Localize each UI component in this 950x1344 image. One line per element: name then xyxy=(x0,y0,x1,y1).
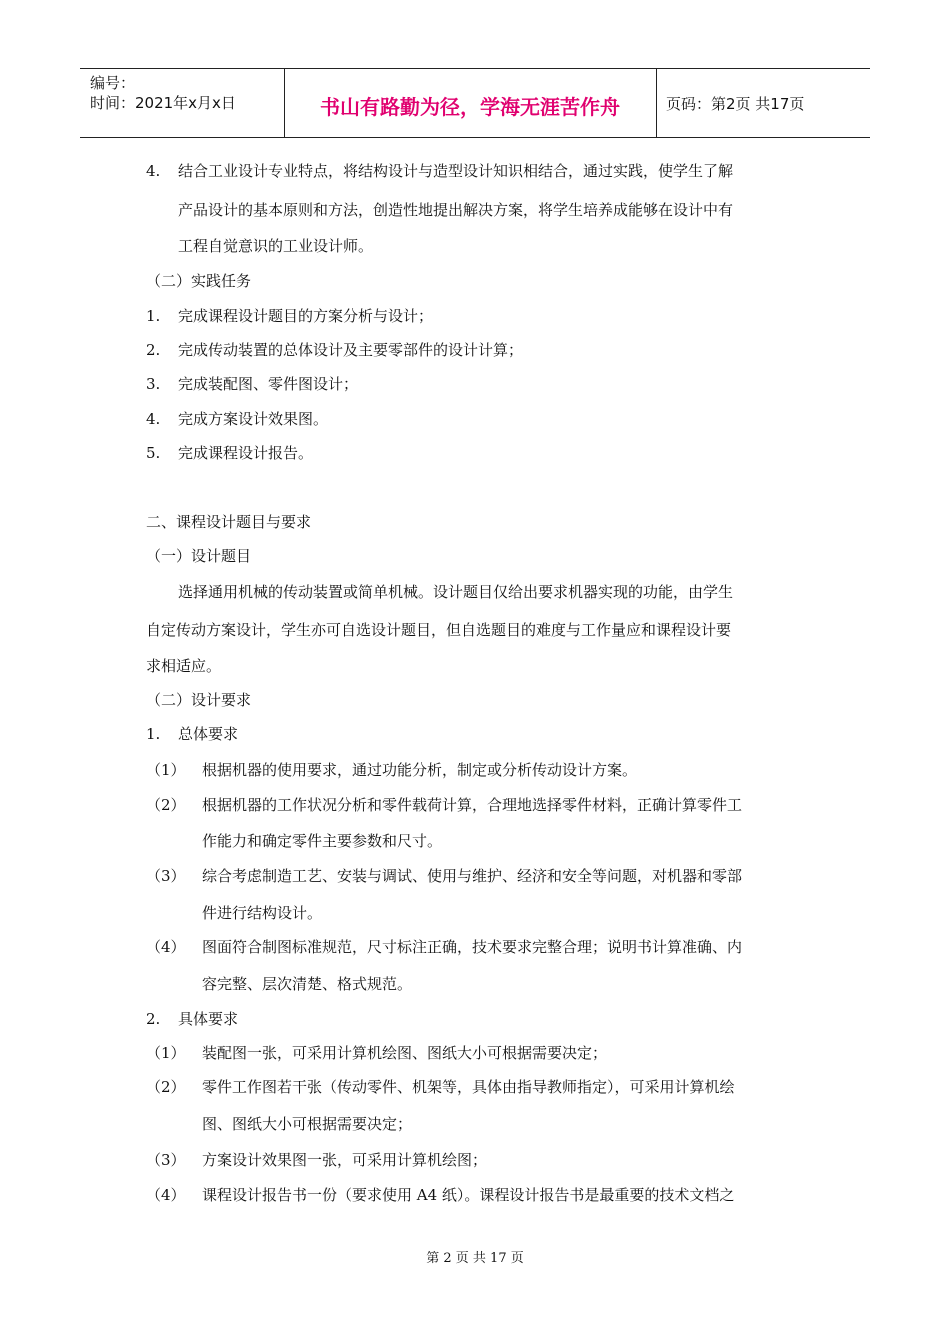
motto: 书山有路勤为径，学海无涯苦作舟 xyxy=(320,95,620,119)
list-number: （3） xyxy=(146,867,186,885)
page-info: 页码：第2页 共17页 xyxy=(666,95,805,113)
paragraph-line: 选择通用机械的传动装置或简单机械。设计题目仅给出要求机器实现的功能，由学生 xyxy=(178,583,734,601)
list-number: 5. xyxy=(146,444,161,462)
code-label: 编号： xyxy=(90,74,136,92)
time-label: 时间：2021年x月x日 xyxy=(90,94,236,112)
list-item: 具体要求 xyxy=(178,1010,239,1028)
text-line: 课程设计报告书一份（要求使用 A4 纸）。课程设计报告书是最重要的技术文档之 xyxy=(202,1186,735,1204)
list-item: 完成装配图、零件图设计； xyxy=(178,375,359,393)
text-line: 工程自觉意识的工业设计师。 xyxy=(178,237,374,255)
list-number: 4. xyxy=(146,410,161,428)
text-line: 方案设计效果图一张，可采用计算机绘图； xyxy=(202,1151,488,1169)
header-divider xyxy=(656,69,657,137)
subsection-heading: （二）设计要求 xyxy=(146,691,252,709)
text-line: 图、图纸大小可根据需要决定； xyxy=(202,1115,413,1133)
list-number: 3. xyxy=(146,375,161,393)
list-number: （1） xyxy=(146,1044,186,1062)
paragraph-line: 求相适应。 xyxy=(146,657,222,675)
section-heading: （二）实践任务 xyxy=(146,272,252,290)
list-number: 2. xyxy=(146,1010,161,1028)
text-line: 件进行结构设计。 xyxy=(202,904,323,922)
list-number: （4） xyxy=(146,1186,186,1204)
list-number: （2） xyxy=(146,1078,186,1096)
list-number: 2. xyxy=(146,341,161,359)
text-line: 根据机器的使用要求，通过功能分析，制定或分析传动设计方案。 xyxy=(202,761,638,779)
list-number: 4. xyxy=(146,162,161,180)
list-number: 1. xyxy=(146,307,161,325)
section-heading: 二、课程设计题目与要求 xyxy=(146,513,312,531)
list-item: 完成方案设计效果图。 xyxy=(178,410,329,428)
list-number: （4） xyxy=(146,938,186,956)
list-item: 总体要求 xyxy=(178,725,239,743)
list-item: 完成传动装置的总体设计及主要零部件的设计计算； xyxy=(178,341,524,359)
text-line: 图面符合制图标准规范，尺寸标注正确，技术要求完整合理；说明书计算准确、内 xyxy=(202,938,743,956)
subsection-heading: （一）设计题目 xyxy=(146,547,252,565)
page-header xyxy=(80,68,870,138)
list-number: （3） xyxy=(146,1151,186,1169)
text-line: 产品设计的基本原则和方法，创造性地提出解决方案，将学生培养成能够在设计中有 xyxy=(178,201,734,219)
list-item: 完成课程设计题目的方案分析与设计； xyxy=(178,307,434,325)
text-line: 综合考虑制造工艺、安装与调试、使用与维护、经济和安全等问题，对机器和零部 xyxy=(202,867,743,885)
header-left xyxy=(90,73,236,113)
paragraph-line: 自定传动方案设计，学生亦可自选设计题目，但自选题目的难度与工作量应和课程设计要 xyxy=(146,621,732,639)
text-line: 根据机器的工作状况分析和零件载荷计算，合理地选择零件材料，正确计算零件工 xyxy=(202,796,743,814)
text-line: 作能力和确定零件主要参数和尺寸。 xyxy=(202,832,443,850)
list-number: （2） xyxy=(146,796,186,814)
page-footer: 第 2 页 共 17 页 xyxy=(426,1251,524,1266)
text-line: 装配图一张，可采用计算机绘图、图纸大小可根据需要决定； xyxy=(202,1044,608,1062)
list-number: （1） xyxy=(146,761,186,779)
text-line: 零件工作图若干张（传动零件、机架等，具体由指导教师指定），可采用计算机绘 xyxy=(202,1078,735,1096)
list-item: 完成课程设计报告。 xyxy=(178,444,314,462)
text-line: 容完整、层次清楚、格式规范。 xyxy=(202,975,413,993)
list-number: 1. xyxy=(146,725,161,743)
text-line: 结合工业设计专业特点，将结构设计与造型设计知识相结合，通过实践，使学生了解 xyxy=(178,162,734,180)
